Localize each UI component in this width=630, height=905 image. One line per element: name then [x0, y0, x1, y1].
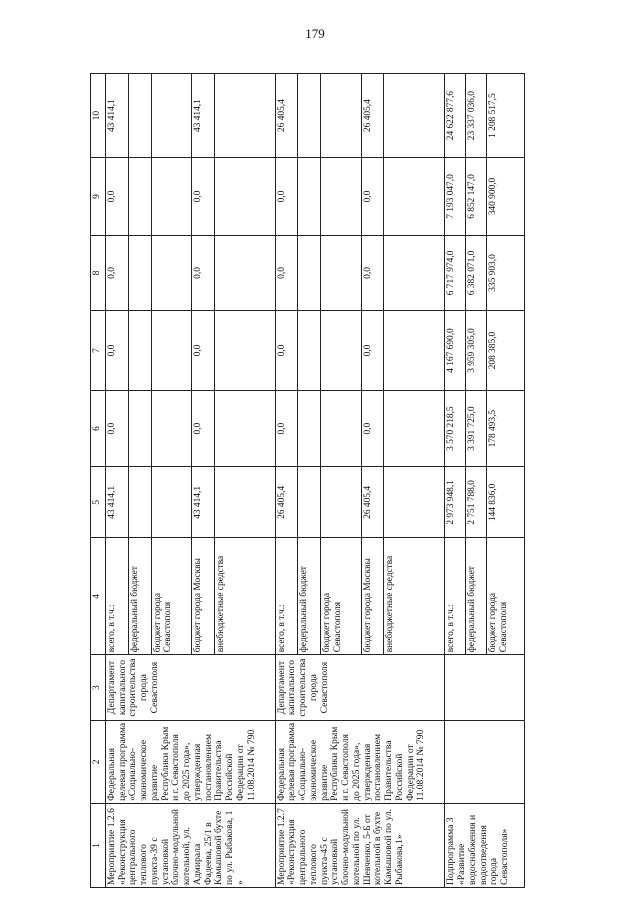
value-cell — [214, 74, 275, 158]
header-cell: 7 — [91, 311, 106, 391]
value-cell — [321, 158, 361, 236]
value-cell: 6 382 071,0 — [466, 235, 487, 310]
value-cell: 0,0 — [106, 311, 129, 391]
empty-cell — [445, 720, 525, 803]
value-cell: 2 751 788,0 — [466, 467, 487, 538]
value-cell — [384, 390, 445, 466]
header-cell: 6 — [91, 390, 106, 466]
measure-name: Мероприятие 1.2.6 «Реконструкция центрального теплового пункта-39 с установкой блочно-модульной котельной, ул. Адмирала Фадеева, 25/1 в Камышовой бухте по ул. Рыбакова, 1 » — [106, 803, 276, 887]
value-cell: 0,0 — [106, 390, 129, 466]
value-cell: 0,0 — [106, 235, 129, 310]
value-cell: 340 900,0 — [487, 158, 525, 236]
value-cell — [384, 158, 445, 236]
value-cell: 26 405,4 — [275, 467, 298, 538]
value-cell: 1 208 517,5 — [487, 74, 525, 158]
value-cell: 0,0 — [191, 235, 214, 310]
value-cell: 0,0 — [191, 390, 214, 466]
source-cell: бюджет города Севастополя — [321, 538, 361, 655]
value-cell — [298, 74, 321, 158]
value-cell — [151, 74, 191, 158]
value-cell: 24 622 877,6 — [445, 74, 466, 158]
value-cell — [321, 467, 361, 538]
value-cell — [384, 235, 445, 310]
value-cell: 0,0 — [191, 311, 214, 391]
value-cell: 0,0 — [275, 390, 298, 466]
table-row — [445, 74, 466, 888]
rotated-table-container — [90, 73, 525, 888]
value-cell — [151, 235, 191, 310]
value-cell: 0,0 — [361, 311, 384, 391]
value-cell: 0,0 — [361, 158, 384, 236]
value-cell: 2 973 948,1 — [445, 467, 466, 538]
value-cell — [321, 74, 361, 158]
header-cell: 8 — [91, 235, 106, 310]
page-number: 179 — [305, 26, 325, 41]
value-cell: 43 414,1 — [191, 74, 214, 158]
value-cell — [128, 235, 151, 310]
value-cell: 178 493,5 — [487, 390, 525, 466]
source-cell: бюджет города Москвы — [191, 538, 214, 655]
value-cell — [321, 235, 361, 310]
header-cell: 4 — [91, 538, 106, 655]
value-cell: 6 852 147,0 — [466, 158, 487, 236]
source-cell: федеральный бюджет — [128, 538, 151, 655]
value-cell — [384, 311, 445, 391]
value-cell — [214, 467, 275, 538]
value-cell — [128, 158, 151, 236]
measure-name: Мероприятие 1.2.7 «Реконструкция центрального теплового пункта-45 с установкой блочно-модульной котельной по ул. Шевченко, 5-Б от котельной в бухте Камышовой по ул. Рыбакова,1» — [275, 803, 445, 887]
value-cell — [298, 467, 321, 538]
value-cell — [128, 390, 151, 466]
source-cell: внебюджетные средства — [384, 538, 445, 655]
header-cell: 9 — [91, 158, 106, 236]
value-cell — [214, 311, 275, 391]
value-cell: 4 167 690,0 — [445, 311, 466, 391]
empty-cell — [445, 655, 525, 721]
header-row — [91, 74, 106, 888]
value-cell — [151, 158, 191, 236]
program-name: Федеральная целевая программа «Социально-экономическое развитие Республики Крым и г. Севастополя до 2025 года», утвержденная постановлением Правительства Российской Федерации от 11.08.2014 № 790 — [106, 720, 276, 803]
value-cell — [214, 235, 275, 310]
value-cell — [151, 390, 191, 466]
value-cell — [214, 390, 275, 466]
value-cell: 3 959 305,0 — [466, 311, 487, 391]
value-cell: 0,0 — [361, 235, 384, 310]
value-cell: 43 414,1 — [106, 467, 129, 538]
source-cell: всего, в т.ч.: — [445, 538, 466, 655]
value-cell: 6 717 974,0 — [445, 235, 466, 310]
value-cell — [151, 311, 191, 391]
header-cell: 10 — [91, 74, 106, 158]
value-cell — [298, 311, 321, 391]
value-cell — [151, 467, 191, 538]
value-cell — [384, 467, 445, 538]
source-cell: федеральный бюджет — [298, 538, 321, 655]
value-cell — [298, 235, 321, 310]
value-cell — [298, 158, 321, 236]
value-cell: 23 337 036,0 — [466, 74, 487, 158]
header-cell: 2 — [91, 720, 106, 803]
value-cell: 0,0 — [361, 390, 384, 466]
source-cell: внебюджетные средства — [214, 538, 275, 655]
value-cell — [128, 467, 151, 538]
header-cell: 3 — [91, 655, 106, 721]
value-cell: 208 385,0 — [487, 311, 525, 391]
value-cell: 26 405,4 — [361, 74, 384, 158]
value-cell: 3 570 218,5 — [445, 390, 466, 466]
table-row — [106, 74, 129, 888]
value-cell: 7 193 047,0 — [445, 158, 466, 236]
table-row — [275, 74, 298, 888]
value-cell: 0,0 — [191, 158, 214, 236]
value-cell: 0,0 — [275, 235, 298, 310]
budget-table — [90, 73, 525, 888]
value-cell — [321, 311, 361, 391]
value-cell: 335 903,0 — [487, 235, 525, 310]
header-cell: 1 — [91, 803, 106, 887]
value-cell: 26 405,4 — [275, 74, 298, 158]
header-cell: 5 — [91, 467, 106, 538]
value-cell: 0,0 — [275, 311, 298, 391]
source-cell: бюджет города Севастополя — [487, 538, 525, 655]
subprogram-title: Подпрограмма 3 «Развитие водоснабжения и водоотведения города Севастополя» — [445, 803, 525, 887]
value-cell — [128, 311, 151, 391]
value-cell: 43 414,1 — [106, 74, 129, 158]
value-cell: 144 836,0 — [487, 467, 525, 538]
source-cell: всего, в т.ч.: — [275, 538, 298, 655]
program-name: Федеральная целевая программа «Социально-экономическое развитие Республики Крым и г. Севастополя до 2025 года», утвержденная постановлением Правительства Российской Федерации от 11.08.2014 № 790 — [275, 720, 445, 803]
source-cell: федеральный бюджет — [466, 538, 487, 655]
source-cell: бюджет города Москвы — [361, 538, 384, 655]
value-cell: 3 391 725,0 — [466, 390, 487, 466]
value-cell — [214, 158, 275, 236]
source-cell: бюджет города Севастополя — [151, 538, 191, 655]
value-cell: 0,0 — [275, 158, 298, 236]
value-cell: 43 414,1 — [191, 467, 214, 538]
value-cell — [384, 74, 445, 158]
source-cell: всего, в т.ч.: — [106, 538, 129, 655]
value-cell — [298, 390, 321, 466]
executor-name: Департамент капитального строительства города Севастополя — [275, 655, 445, 721]
value-cell — [321, 390, 361, 466]
executor-name: Департамент капитального строительства города Севастополя — [106, 655, 276, 721]
value-cell — [128, 74, 151, 158]
value-cell: 26 405,4 — [361, 467, 384, 538]
value-cell: 0,0 — [106, 158, 129, 236]
